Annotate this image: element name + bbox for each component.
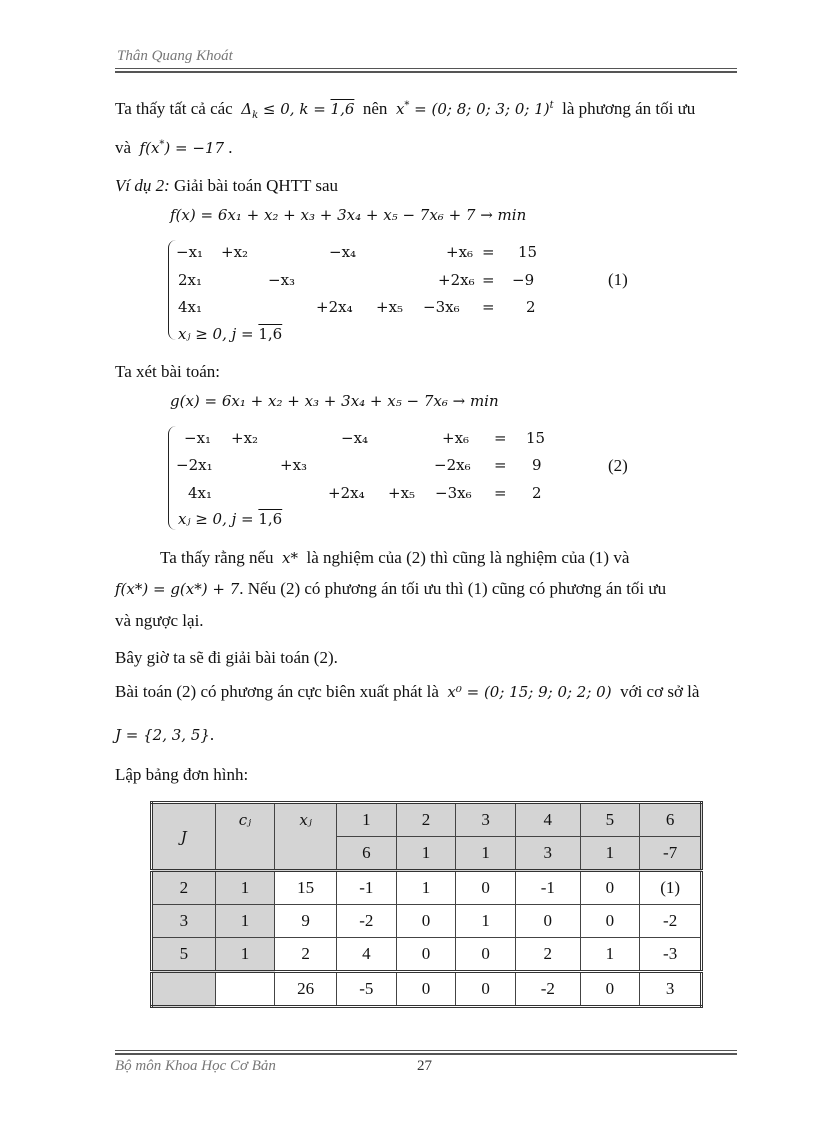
- para1-line2: và f(x*) = −17 .: [115, 138, 233, 157]
- index-cell: 4: [515, 803, 580, 837]
- table-header-row-1: [152, 803, 702, 837]
- delta-cell: 0: [580, 972, 640, 1007]
- para2-line2: f(x*) = g(x*) + 7. Nếu (2) có phương án tối ưu thì (1) cũng có phương án tối ưu: [115, 579, 667, 598]
- value-cell: 0: [515, 905, 580, 938]
- para4-line2: J = {2, 3, 5}.: [115, 725, 215, 744]
- value-cell: -1: [336, 871, 396, 905]
- value-cell: -2: [640, 905, 702, 938]
- objective-1: f(x) = 6x₁ + x₂ + x₃ + 3x₄ + x₅ − 7x₆ + 7 → min: [170, 206, 527, 224]
- index-cell: 3: [456, 803, 516, 837]
- c-cell: 1: [215, 905, 275, 938]
- table-header-row-2: [152, 837, 702, 871]
- value-cell: 0: [456, 871, 516, 905]
- para3: Bây giờ ta sẽ đi giải bài toán (2).: [115, 648, 338, 667]
- delta-cell: 3: [640, 972, 702, 1007]
- value-cell: -1: [515, 871, 580, 905]
- delta-empty: [152, 972, 216, 1007]
- value-cell: -2: [336, 905, 396, 938]
- table-intro: Lập bảng đơn hình:: [115, 765, 249, 784]
- value-cell: 0: [396, 905, 456, 938]
- table-row: [152, 905, 702, 938]
- para2-line1: Ta thấy rằng nếu x* là nghiệm của (2) thì cũng là nghiệm của (1) và: [160, 548, 630, 567]
- objective-2: g(x) = 6x₁ + x₂ + x₃ + 3x₄ + x₅ − 7x₆ → min: [170, 392, 499, 410]
- value-cell: 1: [396, 871, 456, 905]
- cost-cell: 1: [580, 837, 640, 871]
- c-cell: 1: [215, 871, 275, 905]
- system2-constraint: xⱼ ≥ 0, j = 1,6: [178, 510, 283, 528]
- head-J: J: [152, 803, 216, 871]
- index-cell: 6: [640, 803, 702, 837]
- header-rule: [115, 68, 737, 73]
- cost-cell: 1: [396, 837, 456, 871]
- value-cell: 1: [456, 905, 516, 938]
- para4-line1: Bài toán (2) có phương án cực biên xuất phát là x⁰ = (0; 15; 9; 0; 2; 0) với cơ sở là: [115, 682, 700, 701]
- index-cell: 5: [580, 803, 640, 837]
- footer-department: Bộ môn Khoa Học Cơ Bản: [115, 1058, 276, 1074]
- value-cell: 2: [515, 938, 580, 972]
- system1-constraint: xⱼ ≥ 0, j = 1,6: [178, 325, 283, 343]
- table-row: [152, 871, 702, 905]
- cost-cell: 1: [456, 837, 516, 871]
- system2-label: (2): [608, 456, 628, 475]
- c-cell: 1: [215, 938, 275, 972]
- simplex-table: [150, 801, 703, 1008]
- system1-label: (1): [608, 270, 628, 289]
- x-cell: 15: [275, 871, 337, 905]
- delta-empty: [215, 972, 275, 1007]
- delta-cell: -5: [336, 972, 396, 1007]
- value-cell: -3: [640, 938, 702, 972]
- head-x-empty: [275, 837, 337, 871]
- page-number: 27: [417, 1058, 432, 1074]
- index-cell: 1: [336, 803, 396, 837]
- value-cell: 0: [456, 938, 516, 972]
- head-c-empty: [215, 837, 275, 871]
- cost-cell: 3: [515, 837, 580, 871]
- value-cell: 4: [336, 938, 396, 972]
- delta-cell: -2: [515, 972, 580, 1007]
- table-row: [152, 938, 702, 972]
- header-author: Thân Quang Khoát: [117, 48, 233, 64]
- system2-brace: [168, 426, 177, 530]
- footer-rule: [115, 1050, 737, 1055]
- para2-line3: và ngược lại.: [115, 611, 204, 630]
- cost-cell: -7: [640, 837, 702, 871]
- para1-line1: Ta thấy tất cả các $\Delta_k \le 0$, k = 1,6 nên x* = (0; 8; 0; 3; 0; 1)$^t$ là phương án tối ưu: [115, 99, 696, 121]
- example-heading: Ví dụ 2: Giải bài toán QHTT sau: [115, 176, 339, 195]
- index-cell: 2: [396, 803, 456, 837]
- basis-cell: 2: [152, 871, 216, 905]
- cost-cell: 6: [336, 837, 396, 871]
- value-cell: 0: [580, 905, 640, 938]
- delta-row: [152, 972, 702, 1007]
- head-c: cⱼ: [215, 803, 275, 837]
- value-cell: 0: [580, 871, 640, 905]
- value-cell: 1: [580, 938, 640, 972]
- head-x: xⱼ: [275, 803, 337, 837]
- delta-x: 26: [275, 972, 337, 1007]
- basis-cell: 3: [152, 905, 216, 938]
- consider-text: Ta xét bài toán:: [115, 362, 221, 381]
- x-cell: 2: [275, 938, 337, 972]
- value-cell: 0: [396, 938, 456, 972]
- pivot-cell: (1): [640, 871, 702, 905]
- delta-cell: 0: [456, 972, 516, 1007]
- x-cell: 9: [275, 905, 337, 938]
- basis-cell: 5: [152, 938, 216, 972]
- delta-cell: 0: [396, 972, 456, 1007]
